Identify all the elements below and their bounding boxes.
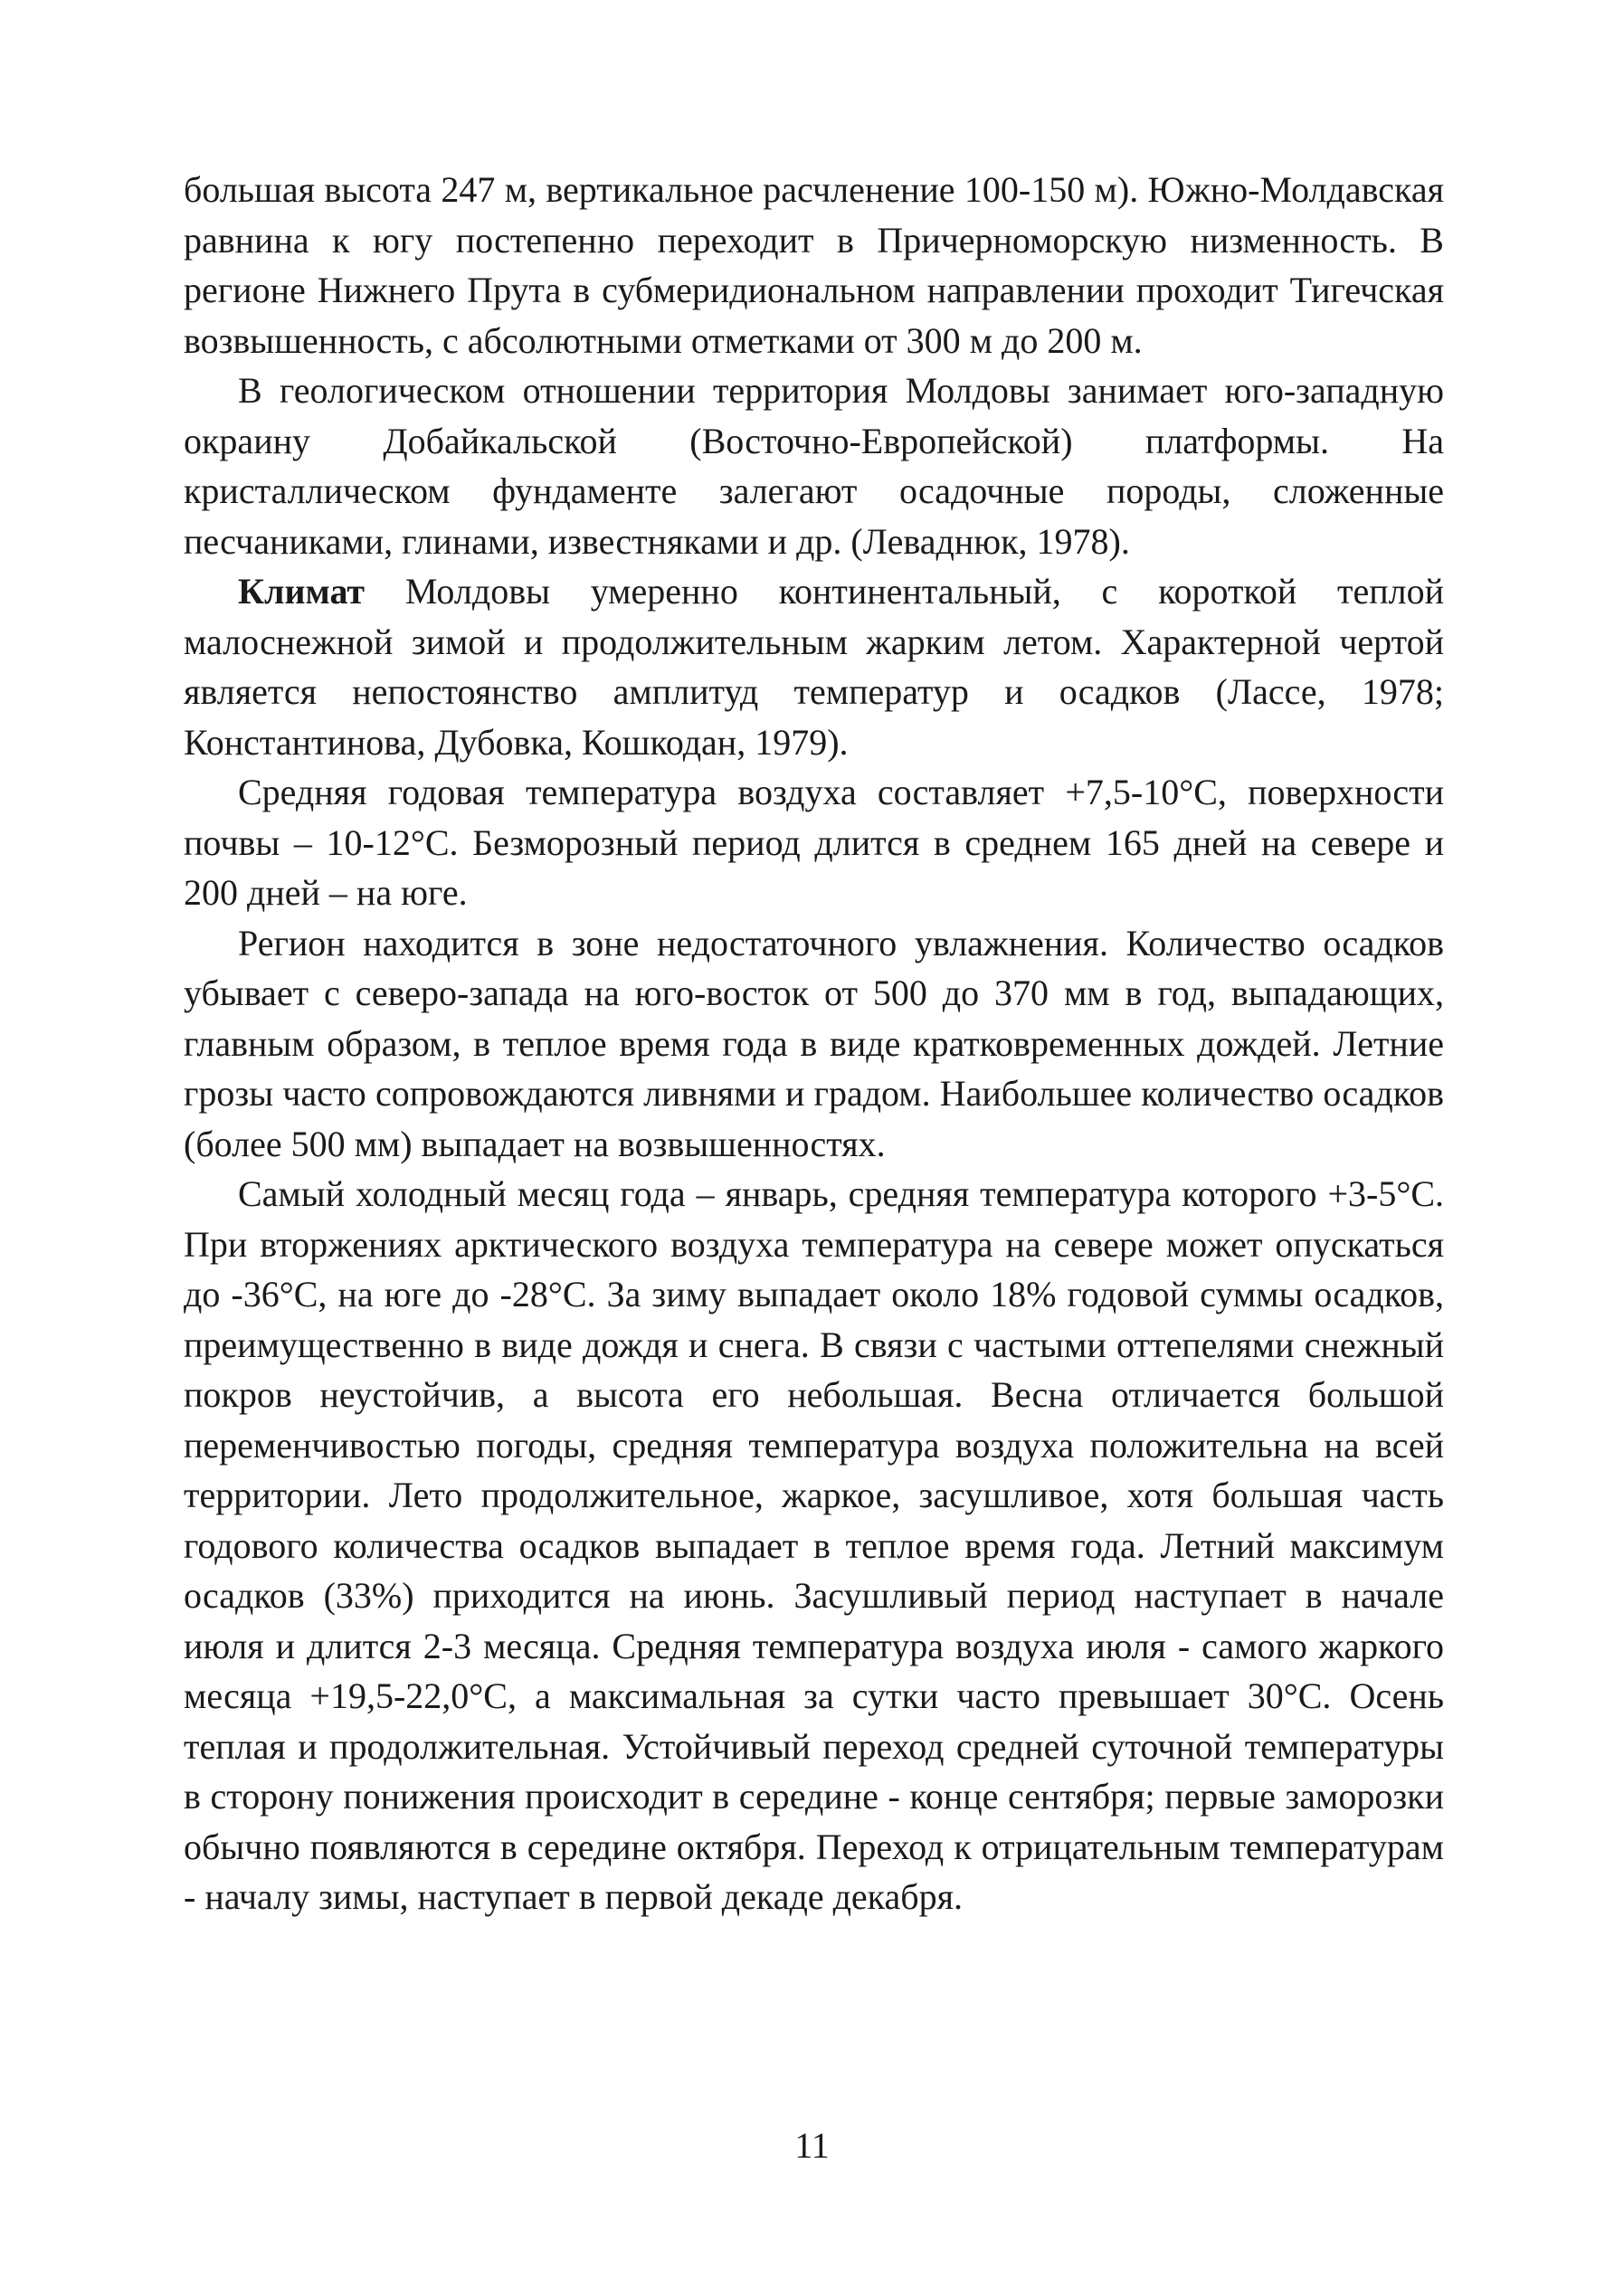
climate-heading-word: Климат <box>238 571 366 612</box>
paragraph-seasons-text: Самый холодный месяц года – январь, средняя температура которого +3-5°С. При вторжениях арктического воздуха температура на севере может опускаться до -36°С, на юге до -28°С. За зиму выпадает около 18% годовой суммы осадков, преимущественно в виде дождя и снега. В связи с частыми оттепелями снежный покров неустойчив, а высота его небольшая. Весна отличается большой переменчивостью погоды, средняя температура воздуха положительна на всей территории. Лето продолжительное, жаркое, засушливое, хотя большая часть годового количества осадков выпадает в теплое время года. Летний максимум осадков (33%) приходится на июнь. Засушливый период наступает в начале июля и длится 2-3 месяца. Средняя температура воздуха июля - самого жаркого месяца +19,5-22,0°С, а максимальная за сутки часто превышает 30°С. Осень теплая и продолжительная. Устойчивый переход средней суточной температуры в сторону понижения происходит в середине - конце сентября; первые заморозки обычно появляются в середине октября. Переход к отрицательным температурам - началу зимы, наступает в первой декаде декабря. <box>184 1173 1444 1917</box>
body-text <box>184 165 1444 1922</box>
paragraph-relief-text: большая высота 247 м, вертикальное расчленение 100-150 м). Южно-Молдавская равнина к югу постепенно переходит в Причерноморскую низменность. В регионе Нижнего Прута в субмеридиональном направлении проходит Тигечская возвышенность, с абсолютными отметками от 300 м до 200 м. <box>184 169 1444 361</box>
paragraph-precipitation-text: Регион находится в зоне недостаточного увлажнения. Количество осадков убывает с северо-запада на юго-восток от 500 до 370 мм в год, выпадающих, главным образом, в теплое время года в виде кратковременных дождей. Летние грозы часто сопровождаются ливнями и градом. Наибольшее количество осадков (более 500 мм) выпадает на возвышенностях. <box>184 922 1444 1164</box>
paragraph-relief <box>184 165 1444 365</box>
paragraph-geology <box>184 365 1444 566</box>
paragraph-climate-text: Молдовы умеренно континентальный, с короткой теплой малоснежной зимой и продолжительным жарким летом. Характерной чертой является непостоянство амплитуд температур и осадков (Лассе, 1978; Константинова, Дубовка, Кошкодан, 1979). <box>184 571 1444 763</box>
paragraph-temperature <box>184 767 1444 918</box>
paragraph-seasons <box>184 1169 1444 1922</box>
paragraph-geology-text: В геологическом отношении территория Молдовы занимает юго-западную окраину Добайкальской (Восточно-Европейской) платформы. На кристаллическом фундаменте залегают осадочные породы, сложенные песчаниками, глинами, известняками и др. (Леваднюк, 1978). <box>184 370 1444 562</box>
paragraph-temperature-text: Средняя годовая температура воздуха составляет +7,5-10°С, поверхности почвы – 10-12°С. Безморозный период длится в среднем 165 дней на севере и 200 дней – на юге. <box>184 772 1444 913</box>
page-number: 11 <box>794 2125 830 2166</box>
paragraph-climate <box>184 566 1444 767</box>
paragraph-precipitation <box>184 918 1444 1170</box>
